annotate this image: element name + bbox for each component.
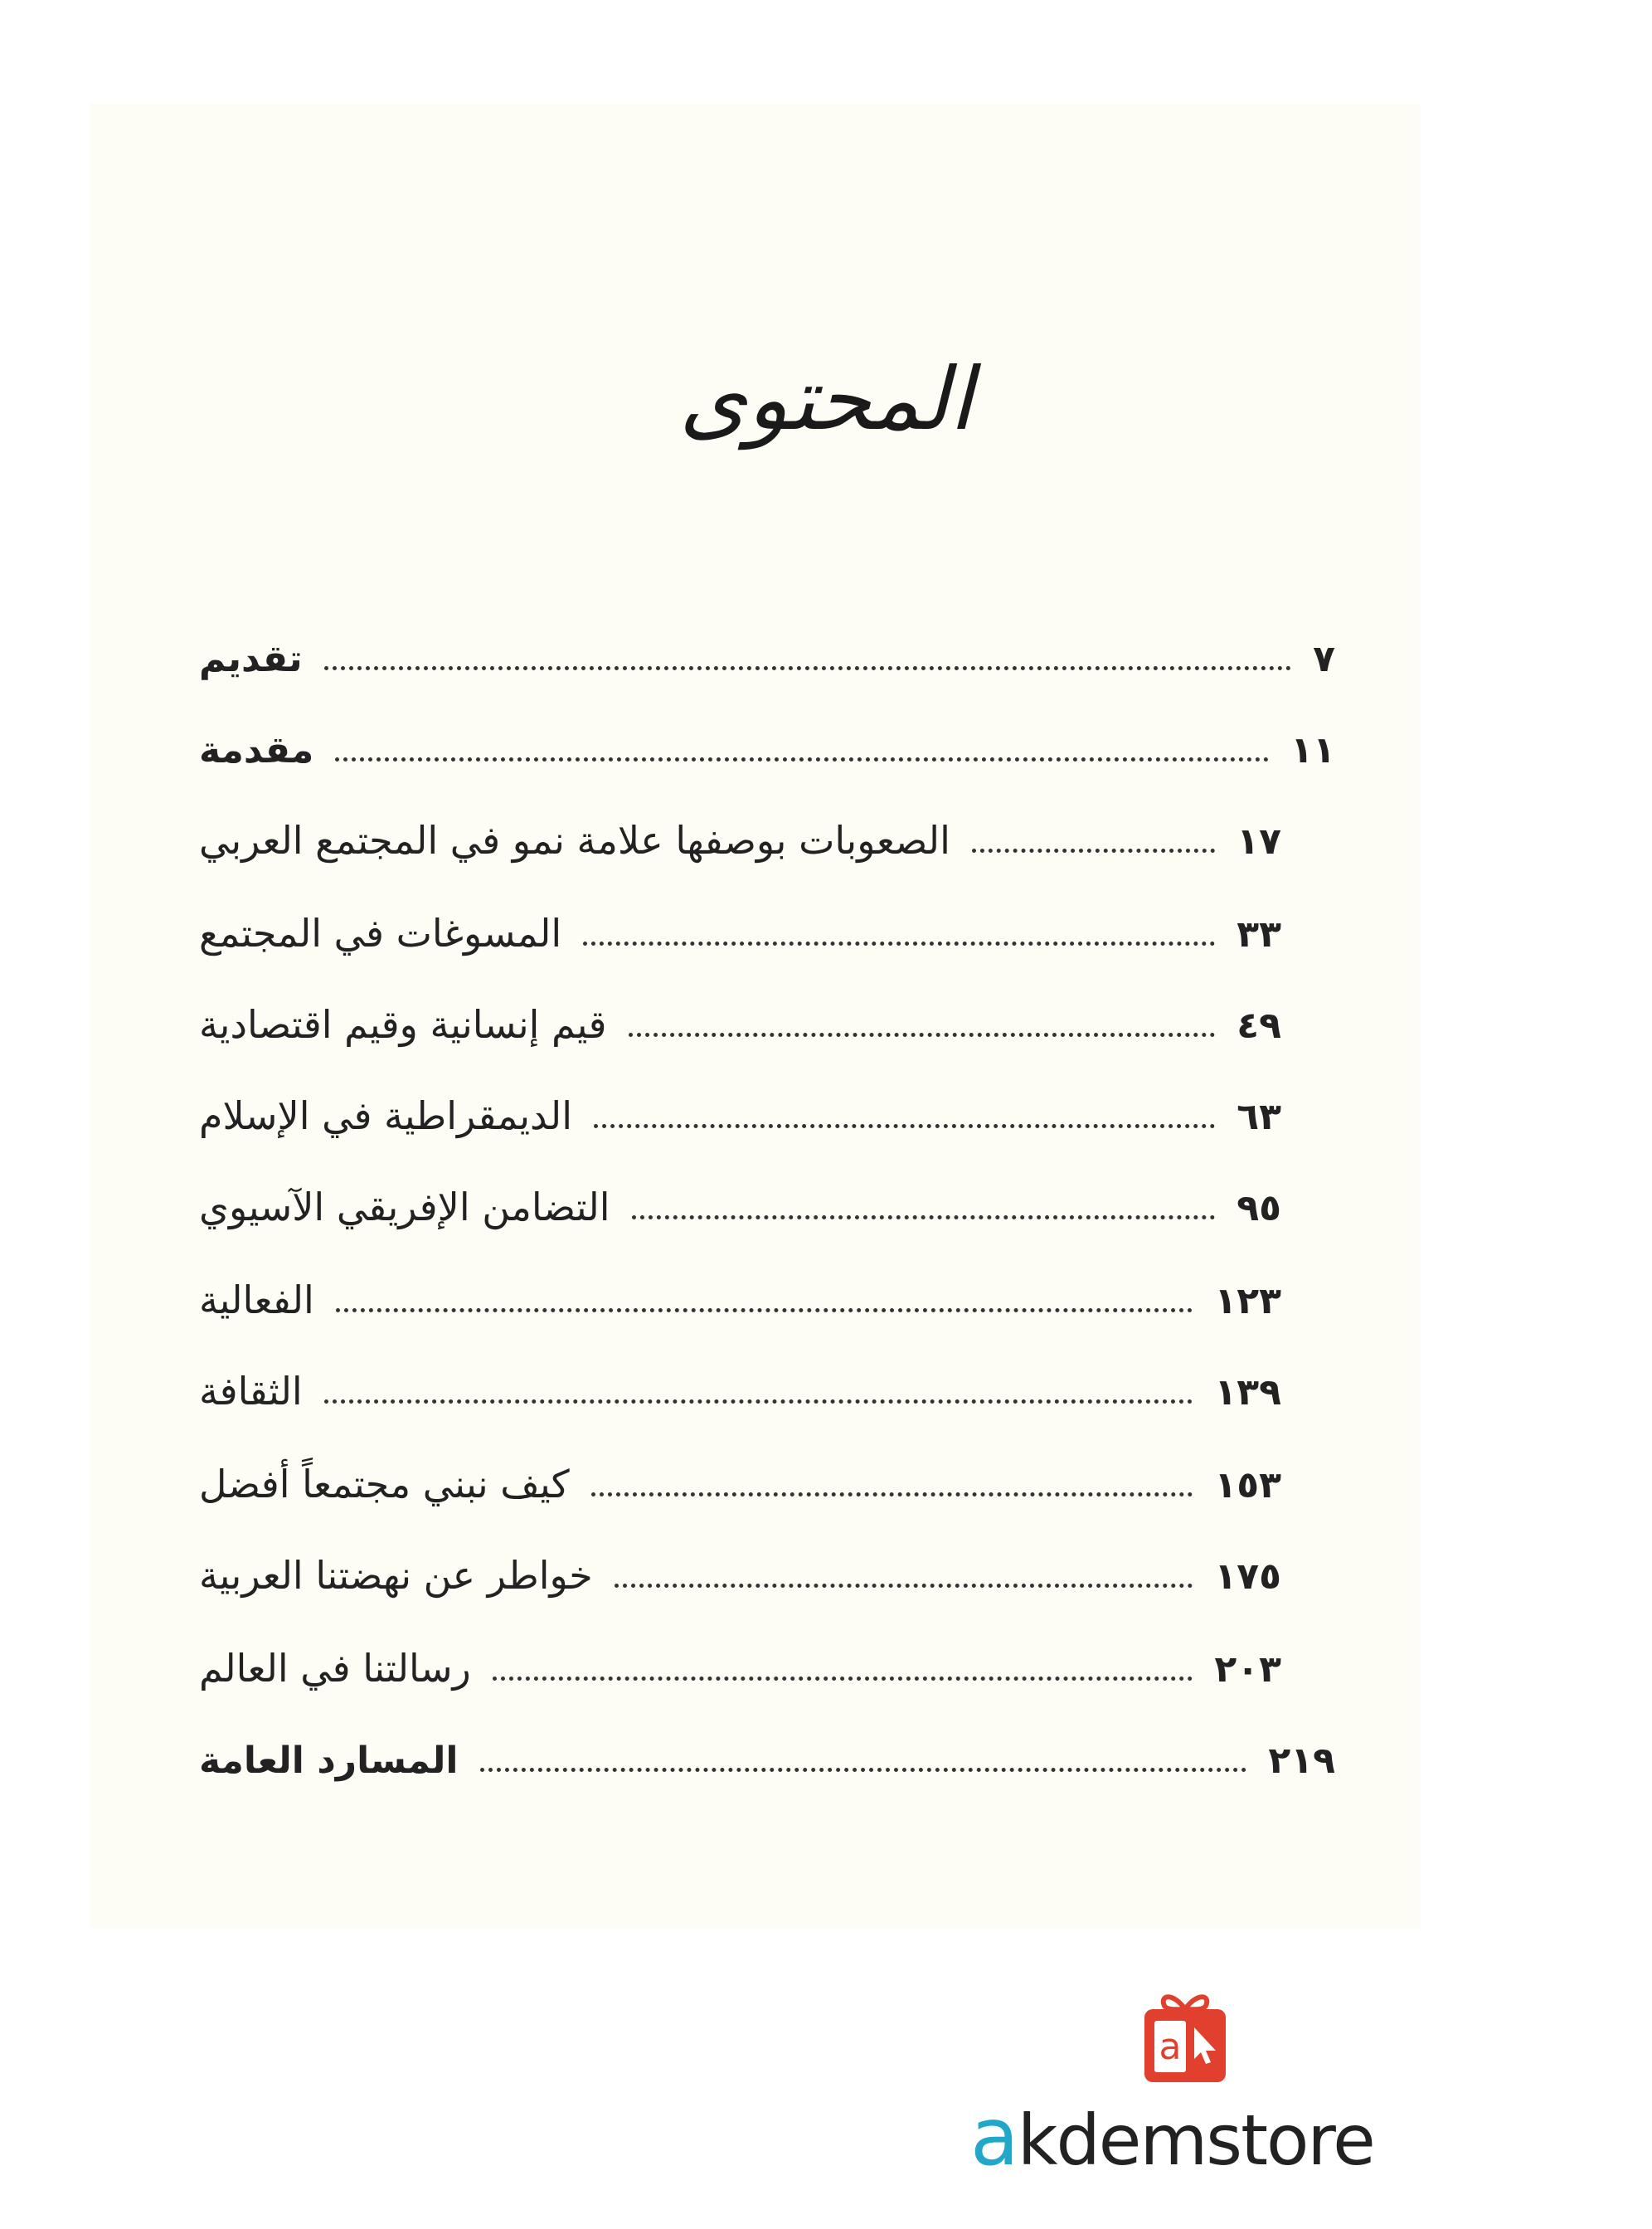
toc-entry bbox=[199, 1440, 1281, 1506]
toc-entry-page: ٢١٩ bbox=[1268, 1740, 1335, 1782]
toc-entry-page: ١١ bbox=[1290, 729, 1335, 771]
dot-leader bbox=[480, 1767, 1247, 1772]
toc-entry-title: قيم إنسانية وقيم اقتصادية bbox=[199, 1002, 607, 1047]
toc-entry-title: تقديم bbox=[199, 638, 303, 680]
dot-leader bbox=[493, 1676, 1193, 1681]
toc-entry-page: ٤٩ bbox=[1237, 1005, 1281, 1047]
dot-leader bbox=[972, 848, 1215, 853]
toc-entry-page: ١٧٥ bbox=[1214, 1555, 1281, 1598]
toc-entry bbox=[199, 1347, 1281, 1414]
toc-entry-page: ١٢٣ bbox=[1214, 1280, 1281, 1322]
toc-entry-title: الثقافة bbox=[199, 1369, 303, 1414]
toc-entry-page: ٣٣ bbox=[1237, 913, 1281, 956]
dot-leader bbox=[632, 1214, 1216, 1219]
toc-entry-page: ٢٠٣ bbox=[1214, 1648, 1281, 1691]
toc-entry-page: ١٥٣ bbox=[1214, 1464, 1281, 1506]
page-heading: المحتوى bbox=[678, 348, 974, 450]
toc-entry-title: مقدمة bbox=[199, 729, 314, 771]
toc-entry bbox=[199, 705, 1335, 771]
toc-entry-page: ٩٥ bbox=[1237, 1187, 1281, 1229]
toc-entry bbox=[199, 1072, 1281, 1138]
toc-entry bbox=[199, 614, 1335, 680]
toc-entry-title: الصعوبات بوصفها علامة نمو في المجتمع العربي bbox=[199, 818, 950, 863]
toc-entry bbox=[199, 889, 1281, 956]
logo-wordmark-accent: a bbox=[970, 2090, 1018, 2183]
logo-wordmark bbox=[970, 2090, 1410, 2183]
toc-entry bbox=[199, 1256, 1281, 1322]
toc-entry-page: ١٣٩ bbox=[1214, 1371, 1281, 1414]
logo-wordmark-rest: kdemstore bbox=[1017, 2100, 1374, 2181]
toc-entry-page: ٦٣ bbox=[1237, 1096, 1281, 1138]
dot-leader bbox=[615, 1583, 1193, 1588]
toc-entry bbox=[199, 1716, 1335, 1782]
toc-entry bbox=[199, 1531, 1281, 1598]
toc-entry-title: رسالتنا في العالم bbox=[199, 1646, 471, 1691]
dot-leader bbox=[324, 1399, 1193, 1404]
toc-entry bbox=[199, 1163, 1281, 1229]
dot-leader bbox=[335, 757, 1269, 762]
svg-text:a: a bbox=[1159, 2026, 1182, 2068]
dot-leader bbox=[591, 1492, 1193, 1497]
akdemstore-logo bbox=[970, 1966, 1410, 2183]
dot-leader bbox=[336, 1307, 1193, 1312]
toc-entry-title: المسوغات في المجتمع bbox=[199, 911, 562, 956]
toc-entry-title: خواطر عن نهضتنا العربية bbox=[199, 1553, 593, 1598]
toc-entry-title: كيف نبني مجتمعاً أفضل bbox=[199, 1462, 570, 1506]
dot-leader bbox=[583, 941, 1215, 946]
toc-entry bbox=[199, 1624, 1281, 1691]
toc-entry-page: ١٧ bbox=[1237, 820, 1281, 863]
dot-leader bbox=[594, 1123, 1215, 1128]
dot-leader bbox=[629, 1032, 1216, 1037]
gift-book-icon bbox=[1136, 1991, 1234, 2084]
toc-entry-title: المسارد العامة bbox=[199, 1740, 459, 1782]
toc-entry-title: الديمقراطية في الإسلام bbox=[199, 1093, 572, 1138]
toc-entry bbox=[199, 796, 1281, 863]
toc-entry bbox=[199, 981, 1281, 1047]
toc-entry-title: التضامن الإفريقي الآسيوي bbox=[199, 1185, 610, 1229]
toc-entry-page: ٧ bbox=[1313, 638, 1335, 680]
dot-leader bbox=[324, 665, 1292, 670]
toc-entry-title: الفعالية bbox=[199, 1278, 314, 1322]
